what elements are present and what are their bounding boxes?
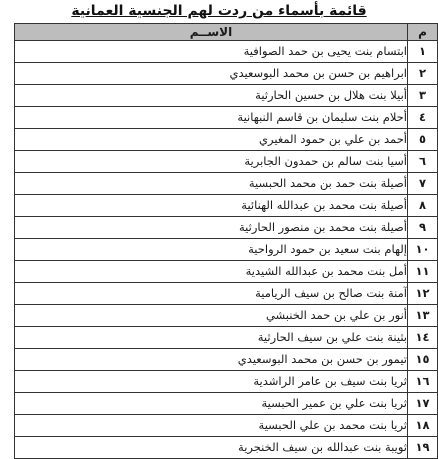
table-row xyxy=(15,63,438,85)
row-name: ابراهيم بن حسن بن محمد البوسعيدي xyxy=(15,63,408,85)
table-row xyxy=(15,129,438,151)
table-row xyxy=(15,437,438,459)
row-number: ١٠ xyxy=(408,239,438,261)
row-name: أصيلة بنت حمد بن محمد الحبسية xyxy=(15,173,408,195)
row-number: ٣ xyxy=(408,85,438,107)
table-row xyxy=(15,261,438,283)
row-number: ١٣ xyxy=(408,305,438,327)
table-row xyxy=(15,217,438,239)
row-name: أسيا بنت سالم بن حمدون الجابرية xyxy=(15,151,408,173)
row-name: ابتسام بنت يحيى بن حمد الصوافية xyxy=(15,41,408,63)
table-header-row xyxy=(15,24,438,41)
row-number: ٨ xyxy=(408,195,438,217)
table-row xyxy=(15,371,438,393)
names-table xyxy=(14,23,438,459)
row-name: أمل بنت محمد بن عبدالله الشيدية xyxy=(15,261,408,283)
row-number: ١٥ xyxy=(408,349,438,371)
number-column-header: م xyxy=(408,24,438,41)
row-number: ٢ xyxy=(408,63,438,85)
row-number: ١٤ xyxy=(408,327,438,349)
table-row xyxy=(15,41,438,63)
table-row xyxy=(15,305,438,327)
row-number: ١٢ xyxy=(408,283,438,305)
table-row xyxy=(15,107,438,129)
table-row xyxy=(15,283,438,305)
row-name: بثينة بنت علي بن سيف الحارثية xyxy=(15,327,408,349)
table-row xyxy=(15,415,438,437)
table-row xyxy=(15,239,438,261)
row-name: ثريا بنت سيف بن عامر الراشدية xyxy=(15,371,408,393)
table-row xyxy=(15,349,438,371)
row-number: ٩ xyxy=(408,217,438,239)
row-name: أنور بن علي بن حمد الخنبشي xyxy=(15,305,408,327)
row-number: ٥ xyxy=(408,129,438,151)
row-number: ١٩ xyxy=(408,437,438,459)
table-row xyxy=(15,327,438,349)
row-name: ثويبة بنت عبدالله بن سيف الخنجرية xyxy=(15,437,408,459)
row-name: أبيلا بنت هلال بن حسين الحارثية xyxy=(15,85,408,107)
row-name: إلهام بنت سعيد بن حمود الرواحية xyxy=(15,239,408,261)
table-row xyxy=(15,393,438,415)
name-column-header: الاســم xyxy=(15,24,408,41)
row-number: ٧ xyxy=(408,173,438,195)
row-name: أصيلة بنت محمد بن منصور الحارثية xyxy=(15,217,408,239)
row-name: أحلام بنت سليمان بن قاسم النبهانية xyxy=(15,107,408,129)
page-title: قائمة بأسماء من ردت لهم الجنسية العمانية xyxy=(71,3,367,19)
row-name: أصيلة بنت محمد بن عبدالله الهنائية xyxy=(15,195,408,217)
row-number: ١٧ xyxy=(408,393,438,415)
row-name: ثريا بنت محمد بن علي الحبسية xyxy=(15,415,408,437)
row-name: آمنة بنت صالح بن سيف الريامية xyxy=(15,283,408,305)
table-row xyxy=(15,85,438,107)
row-number: ١٦ xyxy=(408,371,438,393)
row-number: ٤ xyxy=(408,107,438,129)
row-name: تيمور بن حسن بن محمد البوسعيدي xyxy=(15,349,408,371)
row-name: أحمد بن علي بن حمود المغيري xyxy=(15,129,408,151)
table-row xyxy=(15,151,438,173)
table-row xyxy=(15,173,438,195)
table-row xyxy=(15,195,438,217)
row-number: ٦ xyxy=(408,151,438,173)
row-name: ثريا بنت علي بن عمير الحبسية xyxy=(15,393,408,415)
row-number: ١٨ xyxy=(408,415,438,437)
row-number: ١ xyxy=(408,41,438,63)
row-number: ١١ xyxy=(408,261,438,283)
